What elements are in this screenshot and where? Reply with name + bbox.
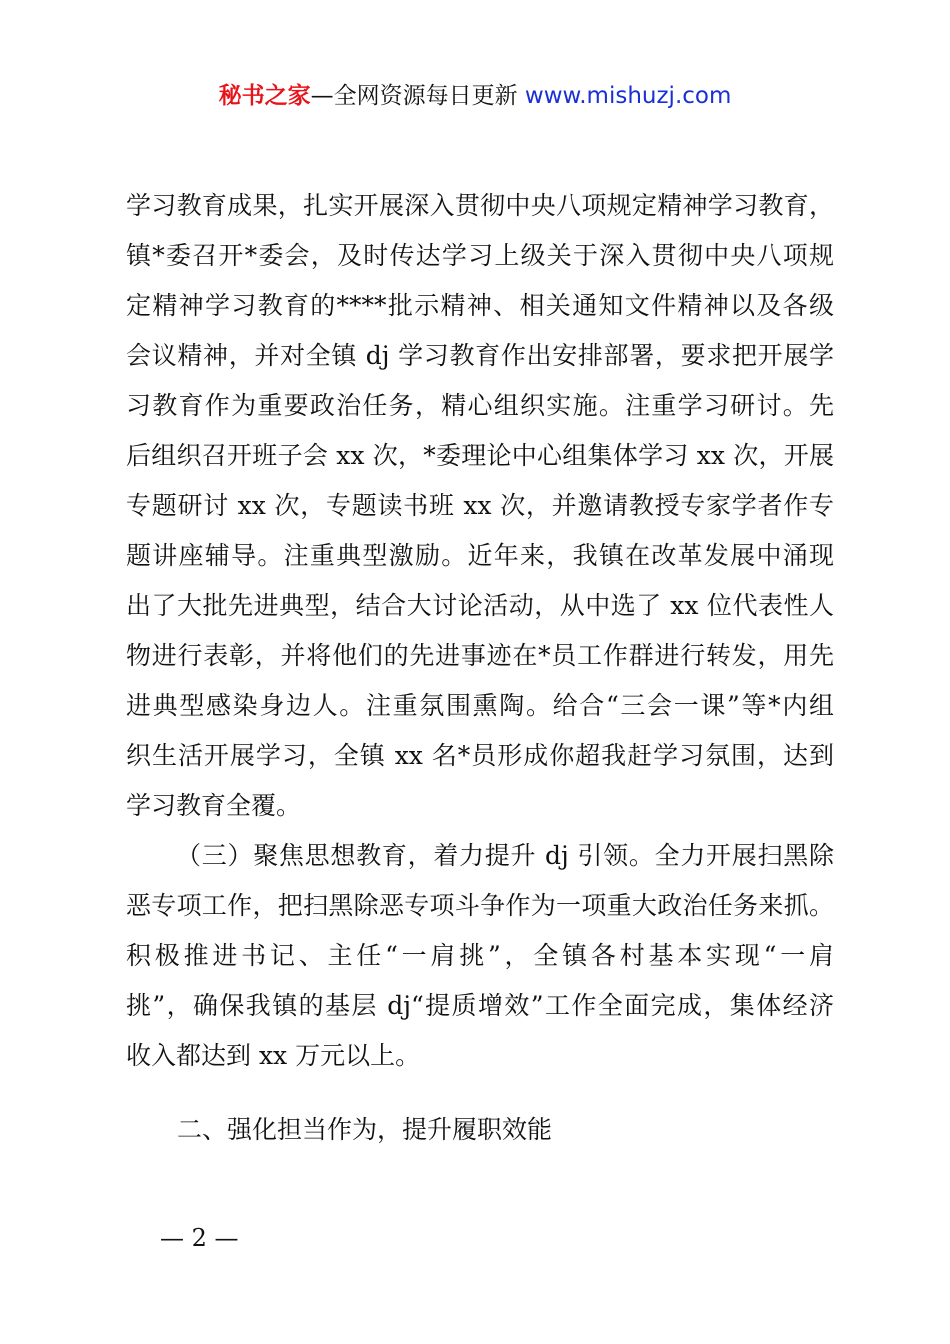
paragraph-1: [126, 181, 834, 831]
paragraph-line: 题讲座辅导。注重典型激励。近年来，我镇在改革发展中涌现: [126, 541, 834, 570]
paragraph-line: 收入都达到 xx 万元以上。: [126, 1041, 421, 1070]
site-header: [0, 80, 950, 112]
paragraph-line: （三）聚焦思想教育，着力提升 dj 引领。全力开展扫黑除: [176, 841, 834, 870]
paragraph-line: 进典型感染身边人。注重氛围熏陶。给合“三会一课”等*内组: [126, 691, 834, 720]
paragraph-line: 出了大批先进典型，结合大讨论活动，从中选了 xx 位代表性人: [126, 591, 834, 620]
paragraph-line: 挑”，确保我镇的基层 dj“提质增效”工作全面完成，集体经济: [126, 991, 834, 1020]
section-heading: 二、强化担当作为，提升履职效能: [177, 1115, 553, 1144]
header-tagline: —全网资源每日更新: [310, 83, 525, 109]
paragraph-line: 学习教育成果，扎实开展深入贯彻中央八项规定精神学习教育，: [126, 191, 834, 220]
paragraph-line: 定精神学习教育的****批示精神、相关通知文件精神以及各级: [126, 291, 834, 320]
site-url[interactable]: www.mishuzj.com: [524, 83, 732, 109]
paragraph-line: 专题研讨 xx 次，专题读书班 xx 次，并邀请教授专家学者作专: [126, 491, 834, 520]
paragraph-line: 物进行表彰，并将他们的先进事迹在*员工作群进行转发，用先: [126, 641, 834, 670]
paragraph-line: 恶专项工作，把扫黑除恶专项斗争作为一项重大政治任务来抓。: [126, 891, 834, 920]
brand-name: 秘书之家: [218, 83, 311, 109]
paragraph-line: 织生活开展学习，全镇 xx 名*员形成你超我赶学习氛围，达到: [126, 741, 834, 770]
paragraph-line: 习教育作为重要政治任务，精心组织实施。注重学习研讨。先: [126, 391, 834, 420]
paragraph-line: 积极推进书记、主任“一肩挑”，全镇各村基本实现“一肩: [126, 941, 834, 970]
paragraph-line: 会议精神，并对全镇 dj 学习教育作出安排部署，要求把开展学: [126, 341, 834, 370]
paragraph-line: 学习教育全覆。: [126, 791, 302, 820]
page-number: — 2 —: [160, 1224, 239, 1252]
paragraph-line: 后组织召开班子会 xx 次，*委理论中心组集体学习 xx 次，开展: [126, 441, 834, 470]
paragraph-2: [126, 831, 834, 1081]
paragraph-line: 镇*委召开*委会，及时传达学习上级关于深入贯彻中央八项规: [126, 241, 834, 270]
